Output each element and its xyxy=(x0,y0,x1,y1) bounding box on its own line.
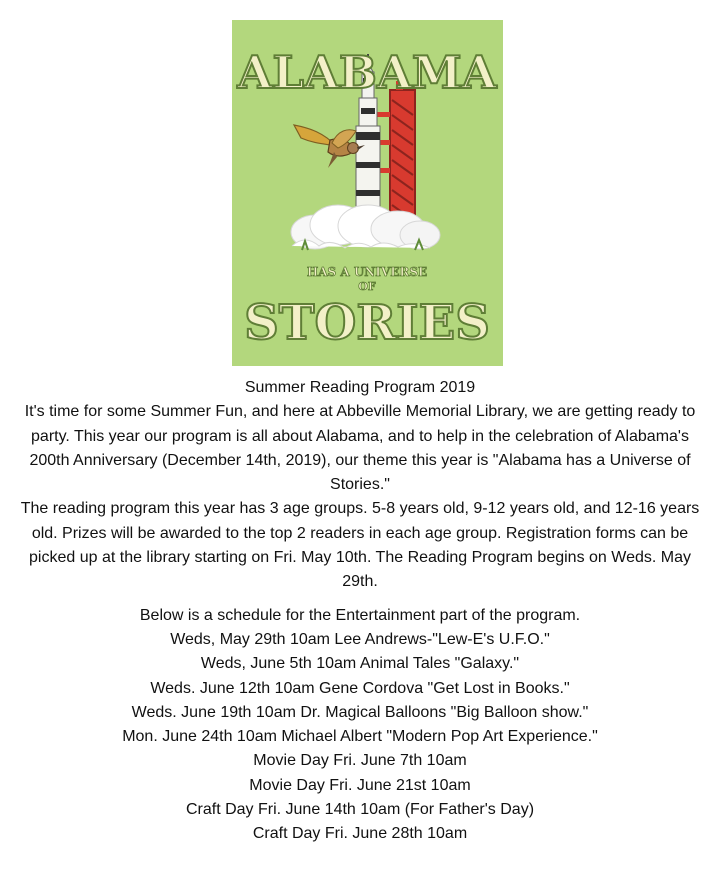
poster-of: OF xyxy=(358,280,376,293)
poster-title-bottom: STORIES xyxy=(244,295,490,351)
schedule-item: Weds. June 12th 10am Gene Cordova "Get Lost in Books." xyxy=(150,679,570,697)
schedule-item: Weds. June 19th 10am Dr. Magical Balloons "Big Balloon show." xyxy=(131,703,589,721)
poster-title-top: ALABAMA xyxy=(237,46,497,99)
schedule-item: Mon. June 24th 10am Michael Albert "Modern Pop Art Experience." xyxy=(122,728,598,746)
summer-reading-poster xyxy=(232,20,503,366)
entertainment-schedule xyxy=(20,604,700,847)
schedule-item: Movie Day Fri. June 21st 10am xyxy=(249,776,471,794)
schedule-item: Movie Day Fri. June 7th 10am xyxy=(253,752,467,770)
program-text xyxy=(20,376,700,847)
schedule-item: Weds, June 5th 10am Animal Tales "Galaxy." xyxy=(200,655,520,673)
program-title: Summer Reading Program 2019 xyxy=(244,379,476,396)
schedule-heading: Below is a schedule for the Entertainment part of the program. xyxy=(139,606,581,624)
intro-paragraph: It's time for some Summer Fun, and here at Abbeville Memorial Library, we are getting ready to party. This year our program is all about Alabama, and to help in the celebration of Alabama's 200th Anniversary (December 14th, 2019), our theme this year is "Alabama has a Universe of Stories." xyxy=(24,403,696,494)
poster-subtitle: HAS A UNIVERSE xyxy=(306,265,428,279)
schedule-item: Craft Day Fri. June 28th 10am xyxy=(252,825,468,843)
age-groups-paragraph: The reading program this year has 3 age groups. 5-8 years old, 9-12 years old, and 12-16 years old. Prizes will be awarded to the top 2 readers in each age group. Registration forms can be picked up at the library starting on Fri. May 10th. The Reading Program begins on Weds. May 29th. xyxy=(20,500,700,591)
intro-block xyxy=(20,376,700,595)
schedule-item: Craft Day Fri. June 14th 10am (For Father's Day) xyxy=(185,801,535,819)
schedule-item: Weds, May 29th 10am Lee Andrews-"Lew-E's U.F.O." xyxy=(170,630,550,648)
